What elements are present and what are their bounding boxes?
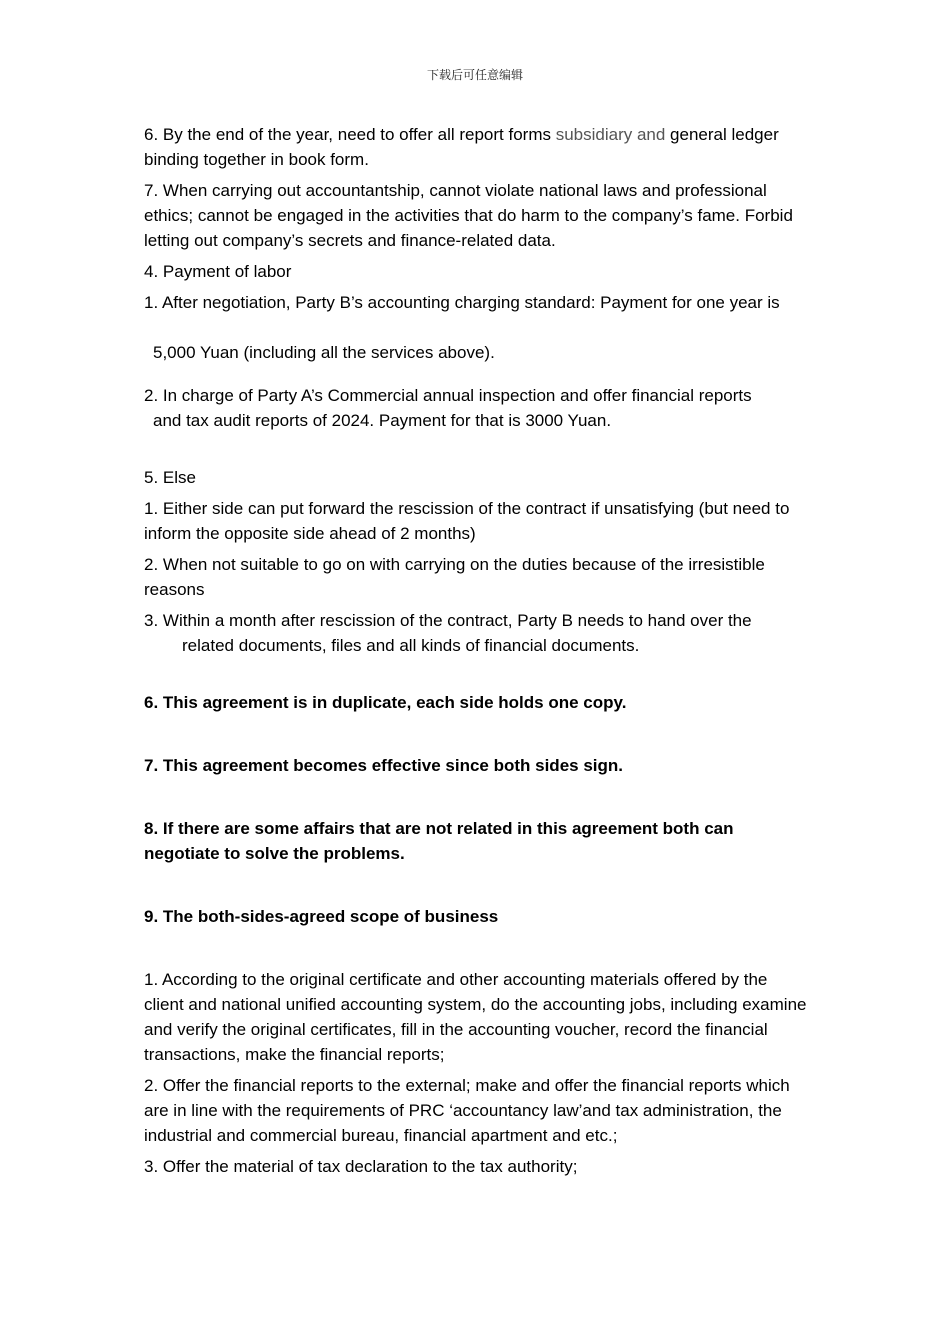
- section-4-item-2-line-1: 2. In charge of Party A’s Commercial annual inspection and offer financial reports: [144, 386, 752, 405]
- section-5-item-1: 1. Either side can put forward the rescission of the contract if unsatisfying (but need to inform the opposite side ahead of 2 months): [144, 499, 790, 543]
- section-5-item-2: 2. When not suitable to go on with carrying on the duties because of the irresistible reasons: [144, 555, 765, 599]
- section-5-item-3-line-1: 3. Within a month after rescission of the contract, Party B needs to hand over the: [144, 611, 752, 630]
- clause-7-paragraph: 7. When carrying out accountantship, cannot violate national laws and professional ethics; cannot be engaged in the activities that do harm to the company’s fame. Forbid letting out company’s secrets and finance-related data.: [144, 181, 793, 250]
- section-4-item-1-line-2: 5,000 Yuan (including all the services above).: [153, 343, 495, 362]
- clause-6-text-a: 6. By the end of the year, need to offer all report forms: [144, 125, 556, 144]
- section-4-heading: 4. Payment of labor: [144, 262, 292, 281]
- clause-6-text-highlight: subsidiary and: [555, 125, 666, 144]
- page-header: 下载后可任意编辑: [426, 68, 523, 82]
- section-4-item-1-line-1: 1. After negotiation, Party B’s accounting charging standard: Payment for one year is: [144, 293, 780, 312]
- section-4-item-2-line-2: and tax audit reports of 2024. Payment for that is 3000 Yuan.: [153, 411, 612, 430]
- section-5-heading: 5. Else: [144, 468, 196, 487]
- clause-6-paragraph: [144, 122, 809, 172]
- section-8-statement: 8. If there are some affairs that are not related in this agreement both can negotiate to solve the problems.: [144, 819, 734, 863]
- section-9-item-2: 2. Offer the financial reports to the external; make and offer the financial reports which are in line with the requirements of PRC ‘accountancy law’and tax administration, the industrial and commercial bureau, financial apartment and etc.;: [144, 1076, 790, 1145]
- document-body: [144, 122, 809, 1185]
- section-5-item-3-line-2: related documents, files and all kinds of financial documents.: [182, 636, 640, 655]
- section-9-item-3: 3. Offer the material of tax declaration to the tax authority;: [144, 1157, 578, 1176]
- section-7-statement: 7. This agreement becomes effective since both sides sign.: [144, 756, 623, 775]
- section-9-item-1: 1. According to the original certificate and other accounting materials offered by the client and national unified accounting system, do the accounting jobs, including examine and verify the original certificates, fill in the accounting voucher, record the financial transactions, make the financial reports;: [144, 970, 807, 1064]
- section-9-heading: 9. The both-sides-agreed scope of business: [144, 907, 499, 926]
- section-6-statement: 6. This agreement is in duplicate, each side holds one copy.: [144, 693, 627, 712]
- clause-6-text-c: general ledger binding together in book form.: [144, 125, 779, 169]
